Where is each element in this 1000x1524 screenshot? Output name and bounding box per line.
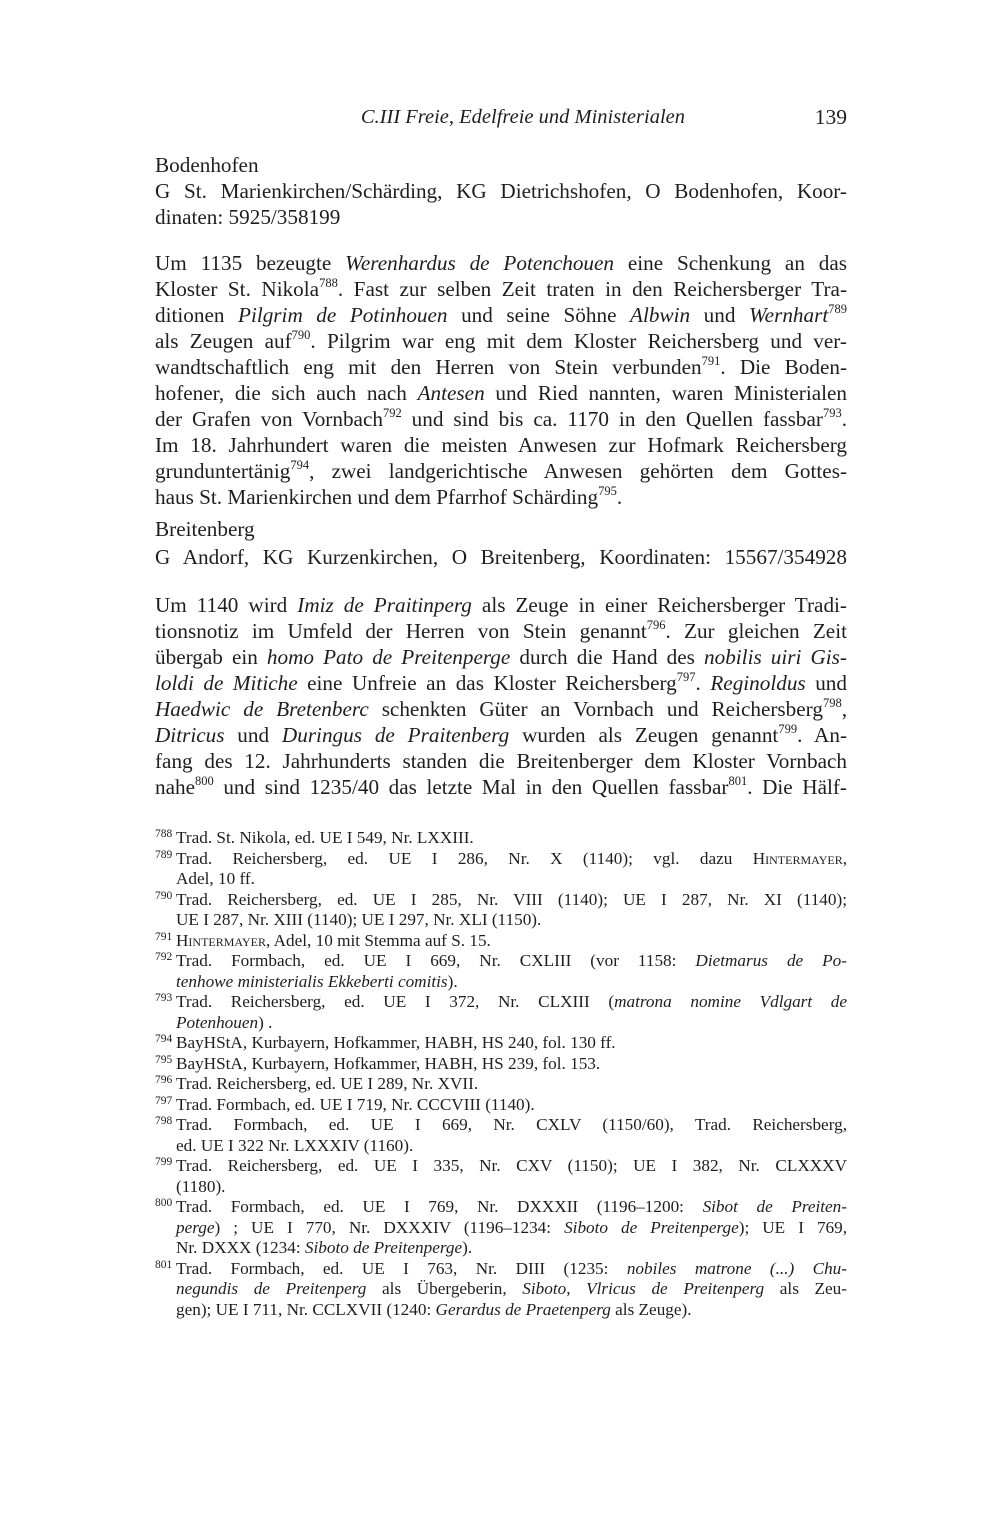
body-line: Um 1135 bezeugte Werenhardus de Potenchouen eine Schenkung an das <box>155 251 847 275</box>
footnote-788: 788 Trad. St. Nikola, ed. UE I 549, Nr. LXXIII. <box>155 828 474 847</box>
section-body-bodenhofen <box>155 250 847 510</box>
body-line: grunduntertänig$^{794}$, zwei landgerichtische Anwesen gehörten dem Gottes- <box>155 457 847 483</box>
footnote-792-cont: tenhowe ministerialis Ekkeberti comitis). <box>176 971 458 991</box>
section-heading-bodenhofen <box>155 152 847 178</box>
footnote-801: 801 Trad. Formbach, ed. UE I 763, Nr. DIII (1235: nobiles matrone (...) Chu- <box>155 1258 847 1278</box>
footnote-796: 796 Trad. Reichersberg, ed. UE I 289, Nr. XVII. <box>155 1074 479 1093</box>
location-line: G Andorf, KG Kurzenkirchen, O Breitenberg, Koordinaten: 15567/354928 <box>155 545 847 569</box>
body-line: als Zeugen auf$^{790}$. Pilgrim war eng mit dem Kloster Reichersberg und ver- <box>155 327 847 353</box>
footnote-793-cont: Potenhouen) . <box>176 1012 273 1032</box>
footnote-798: 798 Trad. Formbach, ed. UE I 669, Nr. CXLV (1150/60), Trad. Reichersberg, <box>155 1115 847 1134</box>
body-line: fang des 12. Jahrhunderts standen die Breitenberger dem Kloster Vornbach <box>155 749 847 773</box>
body-line: der Grafen von Vornbach$^{792}$ und sind bis ca. 1170 in den Quellen fassbar$^{793}$. <box>155 405 847 431</box>
body-line: wandtschaftlich eng mit den Herren von Stein verbunden$^{791}$. Die Boden- <box>155 353 847 379</box>
section-location-breitenberg <box>155 544 847 570</box>
footnote-791: 791 Hintermayer, Adel, 10 mit Stemma auf S. 15. <box>155 930 491 950</box>
location-line: G St. Marienkirchen/Schärding, KG Dietrichshofen, O Bodenhofen, Koor- <box>155 179 847 203</box>
section-location-bodenhofen <box>155 178 847 230</box>
body-line: ditionen Pilgrim de Potinhouen und seine Söhne Albwin und Wernhart$^{789}$ <box>155 301 847 327</box>
running-head <box>155 102 847 132</box>
section-heading-breitenberg <box>155 516 847 542</box>
body-line: haus St. Marienkirchen und dem Pfarrhof Schärding$^{795}$. <box>155 483 623 509</box>
footnotes <box>155 828 847 1320</box>
footnote-790: 790 Trad. Reichersberg, ed. UE I 285, Nr. VIII (1140); UE I 287, Nr. XI (1140); <box>155 889 847 909</box>
body-line: tionsnotiz im Umfeld der Herren von Stein genannt$^{796}$. Zur gleichen Zeit <box>155 617 847 643</box>
footnote-800-cont: Nr. DXXX (1234: Siboto de Preitenperge). <box>176 1238 473 1257</box>
body-line: übergab ein homo Pato de Preitenperge durch die Hand des nobilis uiri Gis- <box>155 645 847 669</box>
footnote-799-cont: (1180). <box>176 1176 226 1196</box>
body-line: Ditricus und Duringus de Praitenberg wurden als Zeugen genannt$^{799}$. An- <box>155 721 847 747</box>
footnote-789-cont: Adel, 10 ff. <box>176 869 255 888</box>
footnote-798-cont: ed. UE I 322 Nr. LXXXIV (1160). <box>176 1135 414 1155</box>
footnote-800: 800 Trad. Formbach, ed. UE I 769, Nr. DXXXII (1196–1200: Sibot de Preiten- <box>155 1197 847 1216</box>
footnote-801-cont: gen); UE I 711, Nr. CCLXVII (1240: Gerardus de Praetenperg als Zeuge). <box>176 1299 692 1319</box>
footnote-790-cont: UE I 287, Nr. XIII (1140); UE I 297, Nr. XLI (1150). <box>176 910 542 929</box>
running-title: C.III Freie, Edelfreie und Ministerialen <box>360 106 685 128</box>
body-line: Kloster St. Nikola$^{788}$. Fast zur selben Zeit traten in den Reichersberger Tra- <box>155 275 847 301</box>
section-heading: Bodenhofen <box>155 153 259 177</box>
footnote-800-cont: perge) ; UE I 770, Nr. DXXXIV (1196–1234: Siboto de Preitenperge); UE I 769, <box>176 1217 848 1237</box>
body-line: nahe$^{800}$ und sind 1235/40 das letzte Mal in den Quellen fassbar$^{801}$. Die Hälf- <box>155 773 847 799</box>
body-line: Um 1140 wird Imiz de Praitinperg als Zeuge in einer Reichersberger Tradi- <box>155 593 847 617</box>
section-body-breitenberg <box>155 592 847 800</box>
footnote-793: 793 Trad. Reichersberg, ed. UE I 372, Nr. CLXIII (matrona nomine Vdlgart de <box>155 992 848 1011</box>
body-line: loldi de Mitiche eine Unfreie an das Kloster Reichersberg$^{797}$. Reginoldus und <box>155 669 847 695</box>
footnote-795: 795 BayHStA, Kurbayern, Hofkammer, HABH, HS 239, fol. 153. <box>155 1053 601 1073</box>
footnote-797: 797 Trad. Formbach, ed. UE I 719, Nr. CCCVIII (1140). <box>155 1094 535 1114</box>
footnote-792: 792 Trad. Formbach, ed. UE I 669, Nr. CXLIII (vor 1158: Dietmarus de Po- <box>155 951 847 970</box>
body-line: hofener, die sich auch nach Antesen und Ried nannten, waren Ministerialen <box>155 381 847 405</box>
footnote-801-cont: negundis de Preitenperg als Übergeberin, Siboto, Vlricus de Preitenperg als Zeu- <box>176 1279 847 1298</box>
page-number: 139 <box>814 105 847 129</box>
body-line: Haedwic de Bretenberc schenkten Güter an Vornbach und Reichersberg$^{798}$, <box>155 695 847 721</box>
body-line: Im 18. Jahrhundert waren die meisten Anwesen zur Hofmark Reichersberg <box>155 433 847 457</box>
footnote-789: 789 Trad. Reichersberg, ed. UE I 286, Nr. X (1140); vgl. dazu Hintermayer, <box>155 848 847 868</box>
section-heading: Breitenberg <box>155 517 255 541</box>
footnote-794: 794 BayHStA, Kurbayern, Hofkammer, HABH, HS 240, fol. 130 ff. <box>155 1033 616 1052</box>
location-line: dinaten: 5925/358199 <box>155 205 341 229</box>
footnote-799: 799 Trad. Reichersberg, ed. UE I 335, Nr. CXV (1150); UE I 382, Nr. CLXXXV <box>155 1156 847 1175</box>
